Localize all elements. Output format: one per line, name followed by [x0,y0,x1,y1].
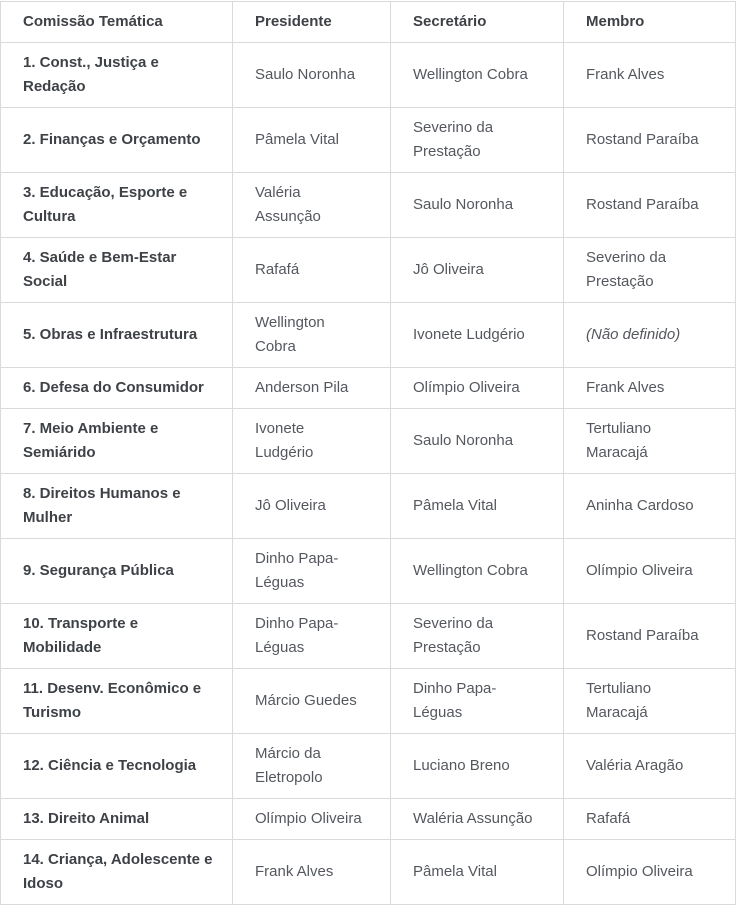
cell-membro: Severino da Prestação [564,238,736,303]
cell-secretario: Saulo Noronha [391,409,564,474]
cell-presidente: Dinho Papa-Léguas [233,604,391,669]
table-row [1,368,736,409]
cell-comissao: 4. Saúde e Bem-Estar Social [1,238,233,303]
cell-secretario: Ivonete Ludgério [391,303,564,368]
cell-secretario: Waléria Assunção [391,799,564,840]
table-row [1,840,736,905]
cell-presidente: Olímpio Oliveira [233,799,391,840]
column-header-presidente: Presidente [233,2,391,43]
cell-membro: Tertuliano Maracajá [564,409,736,474]
cell-secretario: Saulo Noronha [391,173,564,238]
cell-membro: Frank Alves [564,43,736,108]
cell-membro: Rostand Paraíba [564,173,736,238]
table-row [1,474,736,539]
cell-membro: Rafafá [564,799,736,840]
column-header-secretario: Secretário [391,2,564,43]
cell-membro: Tertuliano Maracajá [564,669,736,734]
cell-secretario: Pâmela Vital [391,474,564,539]
cell-comissao: 11. Desenv. Econômico e Turismo [1,669,233,734]
cell-membro: Olímpio Oliveira [564,840,736,905]
cell-comissao: 14. Criança, Adolescente e Idoso [1,840,233,905]
cell-comissao: 9. Segurança Pública [1,539,233,604]
cell-membro: (Não definido) [564,303,736,368]
cell-membro: Olímpio Oliveira [564,539,736,604]
table-row [1,108,736,173]
cell-presidente: Márcio da Eletropolo [233,734,391,799]
cell-secretario: Severino da Prestação [391,108,564,173]
cell-secretario: Wellington Cobra [391,43,564,108]
cell-comissao: 7. Meio Ambiente e Semiárido [1,409,233,474]
cell-secretario: Wellington Cobra [391,539,564,604]
cell-comissao: 8. Direitos Humanos e Mulher [1,474,233,539]
cell-presidente: Jô Oliveira [233,474,391,539]
table-row [1,303,736,368]
cell-presidente: Anderson Pila [233,368,391,409]
cell-presidente: Frank Alves [233,840,391,905]
table-row [1,799,736,840]
cell-comissao: 12. Ciência e Tecnologia [1,734,233,799]
table-row [1,734,736,799]
column-header-membro: Membro [564,2,736,43]
cell-presidente: Ivonete Ludgério [233,409,391,474]
cell-comissao: 5. Obras e Infraestrutura [1,303,233,368]
table-row [1,409,736,474]
cell-comissao: 3. Educação, Esporte e Cultura [1,173,233,238]
table-row [1,604,736,669]
cell-comissao: 1. Const., Justiça e Redação [1,43,233,108]
cell-comissao: 10. Transporte e Mobilidade [1,604,233,669]
cell-comissao: 2. Finanças e Orçamento [1,108,233,173]
cell-secretario: Jô Oliveira [391,238,564,303]
cell-membro: Rostand Paraíba [564,604,736,669]
cell-membro: Aninha Cardoso [564,474,736,539]
table-header [1,2,736,43]
cell-membro: Frank Alves [564,368,736,409]
cell-presidente: Wellington Cobra [233,303,391,368]
cell-presidente: Dinho Papa-Léguas [233,539,391,604]
table-row [1,43,736,108]
cell-presidente: Valéria Assunção [233,173,391,238]
cell-comissao: 6. Defesa do Consumidor [1,368,233,409]
cell-secretario: Severino da Prestação [391,604,564,669]
cell-secretario: Olímpio Oliveira [391,368,564,409]
cell-secretario: Luciano Breno [391,734,564,799]
cell-presidente: Pâmela Vital [233,108,391,173]
committees-table [0,1,736,905]
cell-presidente: Márcio Guedes [233,669,391,734]
cell-presidente: Saulo Noronha [233,43,391,108]
header-row [1,2,736,43]
table-row [1,539,736,604]
table-body [1,43,736,905]
table-row [1,173,736,238]
cell-comissao: 13. Direito Animal [1,799,233,840]
table-row [1,669,736,734]
table-row [1,238,736,303]
cell-secretario: Dinho Papa-Léguas [391,669,564,734]
cell-membro: Valéria Aragão [564,734,736,799]
cell-membro: Rostand Paraíba [564,108,736,173]
column-header-comissao-tematica: Comissão Temática [1,2,233,43]
cell-secretario: Pâmela Vital [391,840,564,905]
cell-presidente: Rafafá [233,238,391,303]
